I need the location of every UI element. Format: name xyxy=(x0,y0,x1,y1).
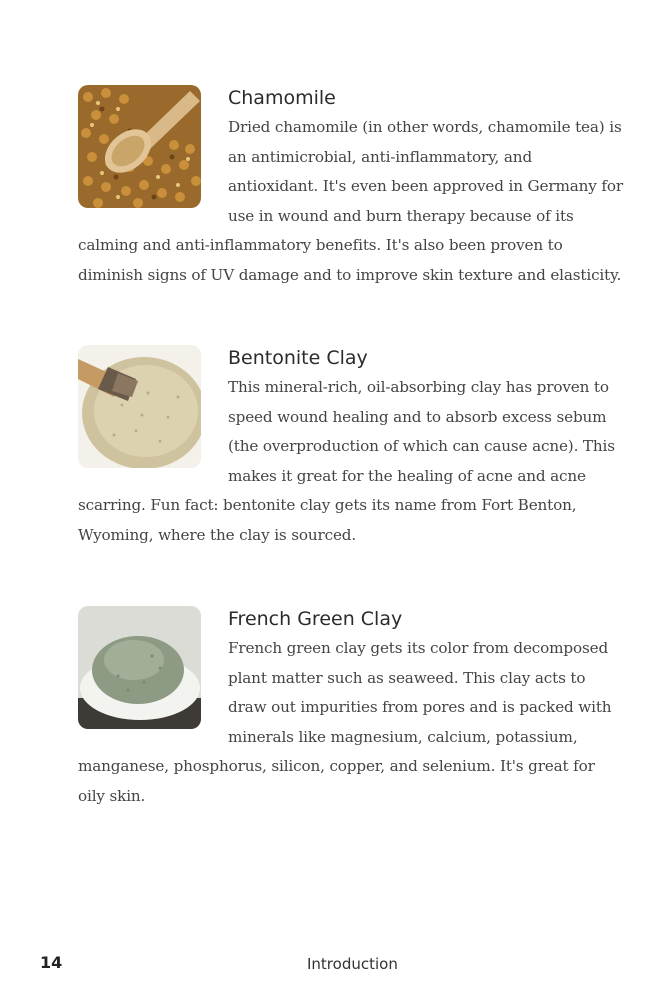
entry-body: French green clay gets its color from decomposed plant matter such as seaweed. This clay acts to draw out impurities from pores and is packed with minerals like magnesium, calcium, potassium, manganese, phosphorus, silicon, copper, and selenium. It's great for oily skin. xyxy=(78,639,612,805)
chamomile-image xyxy=(78,85,201,208)
section-name: Introduction xyxy=(307,955,398,973)
entry-title: Bentonite Clay xyxy=(228,347,368,369)
entry-body: Dried chamomile (in other words, chamomile tea) is an antimicrobial, anti-inflammatory, and antioxidant. It's even been approved in Germany for use in wound and burn therapy because of its calming and anti-inflammatory benefits. It's also been proven to diminish signs of UV damage and to improve skin texture and elasticity. xyxy=(78,118,623,284)
entry-body: This mineral-rich, oil-absorbing clay has proven to speed wound healing and to absorb excess sebum (the overproduction of which can cause acne). This makes it great for the healing of acne and acne scarring. Fun fact: bentonite clay gets its name from Fort Benton, Wyoming, where the clay is sourced. xyxy=(78,378,615,544)
entry-title: Chamomile xyxy=(228,87,336,109)
entry-title: French Green Clay xyxy=(228,608,403,630)
entry-bentonite-clay xyxy=(78,345,623,550)
french-green-clay-image xyxy=(78,606,201,729)
entry-french-green-clay xyxy=(78,606,623,811)
page-number: 14 xyxy=(40,953,63,972)
entry-chamomile xyxy=(78,85,623,290)
bentonite-clay-image xyxy=(78,345,201,468)
